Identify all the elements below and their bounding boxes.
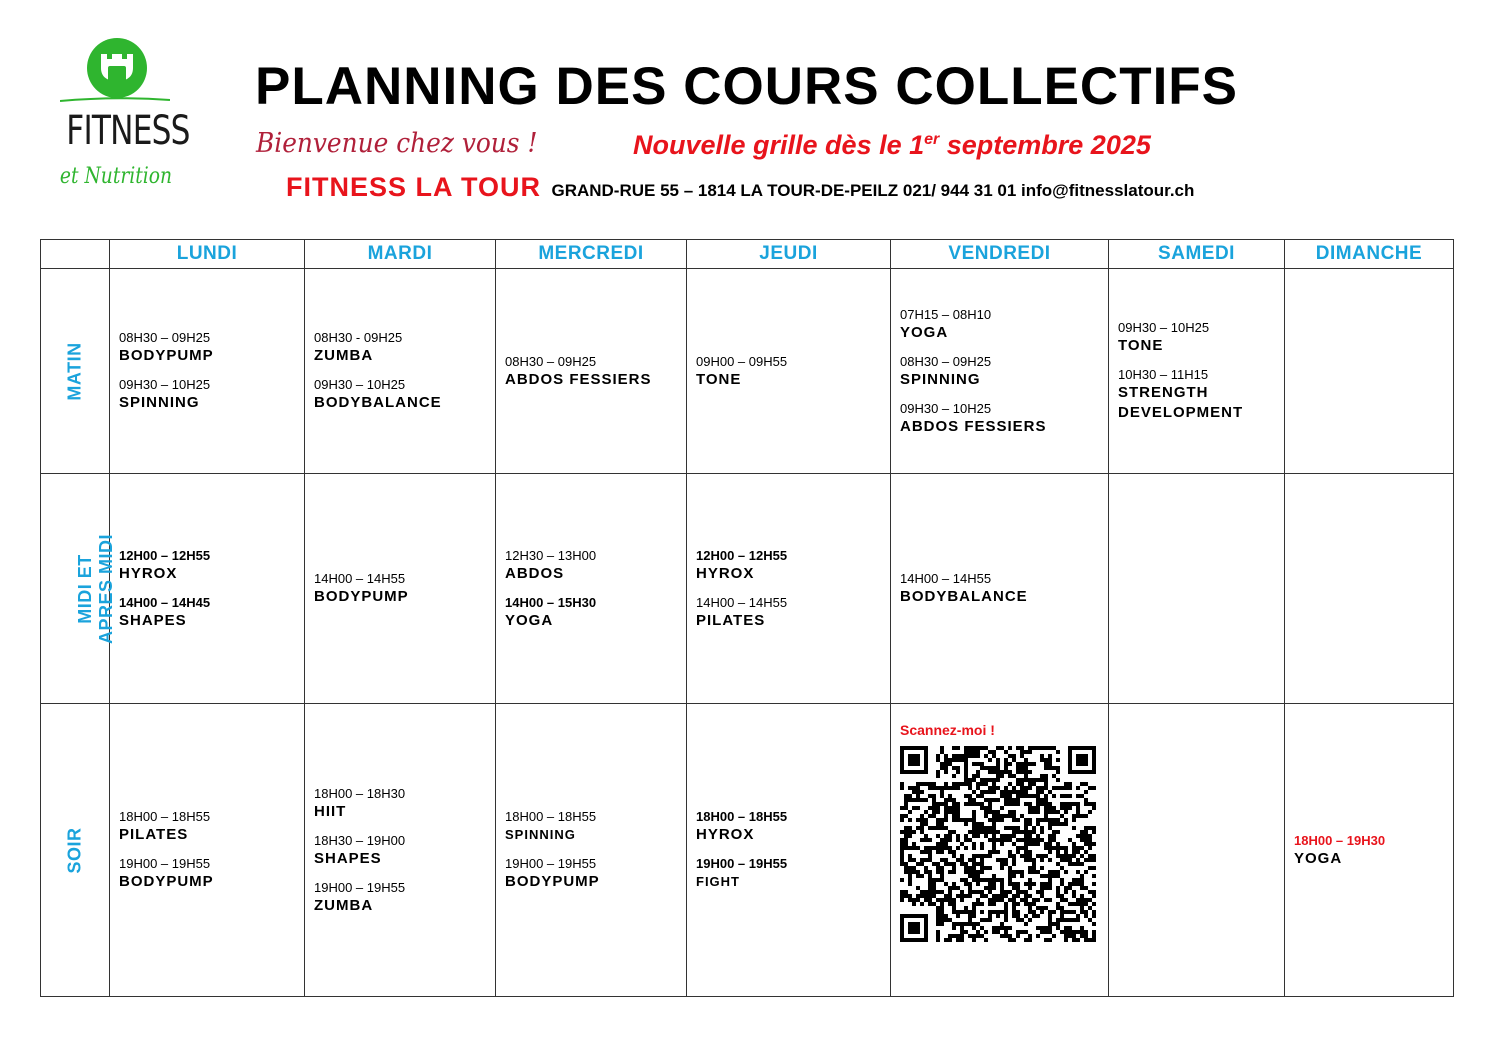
scan-me-label: Scannez-moi ! [900, 722, 995, 738]
session-time: 19H00 – 19H55 [119, 856, 211, 871]
session-time: 14H00 – 14H45 [119, 594, 211, 610]
class-session [314, 785, 486, 822]
class-session [119, 547, 295, 584]
session-time: 18H00 – 18H55 [119, 809, 211, 824]
session-time: 18H00 – 18H30 [314, 785, 406, 801]
club-address: GRAND-RUE 55 – 1814 LA TOUR-DE-PEILZ 021/ 944 31 01 info@fitnesslatour.ch [551, 181, 1195, 200]
session-time: 08H30 – 09H25 [900, 353, 992, 369]
welcome-text: Bienvenue chez vous ! [256, 128, 538, 159]
period-label: MIDI ET APRES MIDI [75, 533, 117, 644]
class-session [505, 547, 677, 584]
class-session [900, 570, 1099, 607]
period-label-cell [41, 704, 110, 997]
session-time: 19H00 – 19H55 [696, 856, 788, 871]
class-session [505, 808, 677, 845]
schedule-cell [891, 474, 1109, 704]
session-time: 19H00 – 19H55 [505, 856, 597, 871]
schedule-cell [496, 269, 687, 474]
session-time: 09H30 – 10H25 [1118, 320, 1210, 335]
club-name: FITNESS LA TOUR [286, 172, 542, 202]
class-session [1118, 366, 1275, 423]
day-header: JEUDI [687, 240, 891, 269]
schedule-cell [110, 269, 305, 474]
session-time: 09H30 – 10H25 [900, 400, 992, 416]
session-class: YOGA [900, 323, 949, 341]
class-session [696, 353, 881, 390]
logo-swoosh-icon [60, 97, 170, 103]
session-class: FIGHT [696, 874, 740, 889]
session-class: TONE [696, 370, 742, 388]
session-class: PILATES [696, 611, 766, 629]
schedule-table [40, 239, 1454, 997]
class-session [119, 376, 295, 413]
period-row-evening [41, 704, 1454, 997]
schedule-cell [687, 704, 891, 997]
session-time: 12H30 – 13H00 [505, 547, 597, 563]
logo [46, 26, 190, 196]
page-title: PLANNING DES COURS COLLECTIFS [255, 57, 1239, 116]
session-time: 18H30 – 19H00 [314, 832, 406, 848]
session-class: HYROX [696, 564, 755, 582]
schedule-cell [305, 704, 496, 997]
session-class: TONE [1118, 337, 1164, 354]
day-header: DIMANCHE [1285, 240, 1454, 269]
class-session [900, 353, 1099, 390]
schedule-cell [1109, 474, 1285, 704]
qr-code-icon[interactable] [900, 746, 1096, 942]
session-class: ZUMBA [314, 896, 374, 914]
schedule-cell [110, 474, 305, 704]
period-label: SOIR [64, 826, 85, 874]
session-class: PILATES [119, 826, 189, 843]
day-header: LUNDI [110, 240, 305, 269]
qr-cell [891, 704, 1109, 997]
session-class: SPINNING [505, 827, 576, 842]
session-class: ZUMBA [314, 347, 374, 364]
class-session [314, 832, 486, 869]
schedule-cell [687, 269, 891, 474]
session-class: SHAPES [119, 611, 187, 629]
session-class: BODYBALANCE [314, 394, 442, 411]
class-session [900, 400, 1099, 437]
session-time: 09H30 – 10H25 [119, 377, 211, 392]
class-session [314, 570, 486, 607]
day-header: SAMEDI [1109, 240, 1285, 269]
day-header: MERCREDI [496, 240, 687, 269]
session-class: ABDOS [505, 564, 565, 582]
session-class: BODYPUMP [505, 873, 600, 890]
session-time: 07H15 – 08H10 [900, 306, 992, 322]
class-session [696, 547, 881, 584]
class-session [1118, 319, 1275, 356]
schedule-cell [305, 269, 496, 474]
logo-subtitle: et Nutrition [59, 164, 173, 189]
session-time: 09H00 – 09H55 [696, 353, 788, 369]
logo-brand: FITNESS [66, 108, 190, 154]
session-time: 08H30 – 09H25 [119, 330, 211, 345]
class-session [119, 855, 295, 892]
session-time: 09H30 – 10H25 [314, 377, 406, 392]
session-class: ABDOS FESSIERS [505, 370, 652, 388]
schedule-cell [891, 269, 1109, 474]
session-class: HYROX [119, 564, 178, 582]
session-time: 12H00 – 12H55 [696, 547, 788, 563]
session-class: HIIT [314, 802, 347, 820]
class-session [505, 855, 677, 892]
schedule-cell [496, 704, 687, 997]
session-class: HYROX [696, 826, 755, 843]
class-session [119, 329, 295, 366]
session-time: 10H30 – 11H15 [1118, 367, 1209, 382]
class-session [505, 594, 677, 631]
period-label: MATIN [64, 341, 85, 401]
session-time: 18H00 – 19H30 [1294, 832, 1386, 848]
session-class: ABDOS FESSIERS [900, 417, 1047, 435]
session-time: 12H00 – 12H55 [119, 547, 211, 563]
class-session [1294, 832, 1444, 869]
schedule-cell [110, 704, 305, 997]
session-time: 08H30 – 09H25 [505, 353, 597, 369]
period-row-midday [41, 474, 1454, 704]
period-label-cell [41, 269, 110, 474]
class-session [314, 879, 486, 916]
session-class: SPINNING [119, 394, 200, 411]
session-class: BODYPUMP [119, 347, 214, 364]
session-time: 19H00 – 19H55 [314, 879, 406, 895]
session-time: 14H00 – 14H55 [314, 571, 406, 586]
class-session [314, 376, 486, 413]
session-time: 14H00 – 14H55 [696, 594, 788, 610]
schedule-cell [1285, 269, 1454, 474]
session-class: BODYBALANCE [900, 588, 1028, 605]
class-session [505, 353, 677, 390]
session-time: 08H30 - 09H25 [314, 330, 403, 345]
day-header: VENDREDI [891, 240, 1109, 269]
schedule-cell [687, 474, 891, 704]
class-session [900, 306, 1099, 343]
session-class: BODYPUMP [119, 873, 214, 890]
new-grid-notice: Nouvelle grille dès le 1er septembre 2025 [633, 130, 1151, 160]
corner-cell [41, 240, 110, 269]
day-header: MARDI [305, 240, 496, 269]
schedule-cell [1109, 704, 1285, 997]
session-class: STRENGTH DEVELOPMENT [1118, 384, 1244, 421]
period-row-morning [41, 269, 1454, 474]
class-session [119, 594, 295, 631]
days-header-row [41, 240, 1454, 269]
class-session [696, 594, 881, 631]
session-time: 14H00 – 15H30 [505, 594, 597, 610]
class-session [119, 808, 295, 845]
session-class: YOGA [1294, 849, 1343, 867]
session-class: SHAPES [314, 849, 382, 867]
period-label-cell [41, 474, 117, 704]
session-time: 18H00 – 18H55 [696, 809, 788, 824]
session-class: SPINNING [900, 370, 981, 388]
session-class: BODYPUMP [314, 588, 409, 605]
class-session [314, 329, 486, 366]
schedule-cell [1109, 269, 1285, 474]
schedule-cell [305, 474, 496, 704]
class-session [696, 808, 881, 845]
class-session [696, 855, 881, 892]
session-time: 18H00 – 18H55 [505, 809, 597, 824]
session-class: YOGA [505, 611, 554, 629]
castle-logo-icon [79, 30, 155, 106]
session-time: 14H00 – 14H55 [900, 571, 992, 586]
schedule-cell [1285, 474, 1454, 704]
club-info [286, 172, 1194, 203]
schedule-cell [1285, 704, 1454, 997]
schedule-cell [496, 474, 687, 704]
